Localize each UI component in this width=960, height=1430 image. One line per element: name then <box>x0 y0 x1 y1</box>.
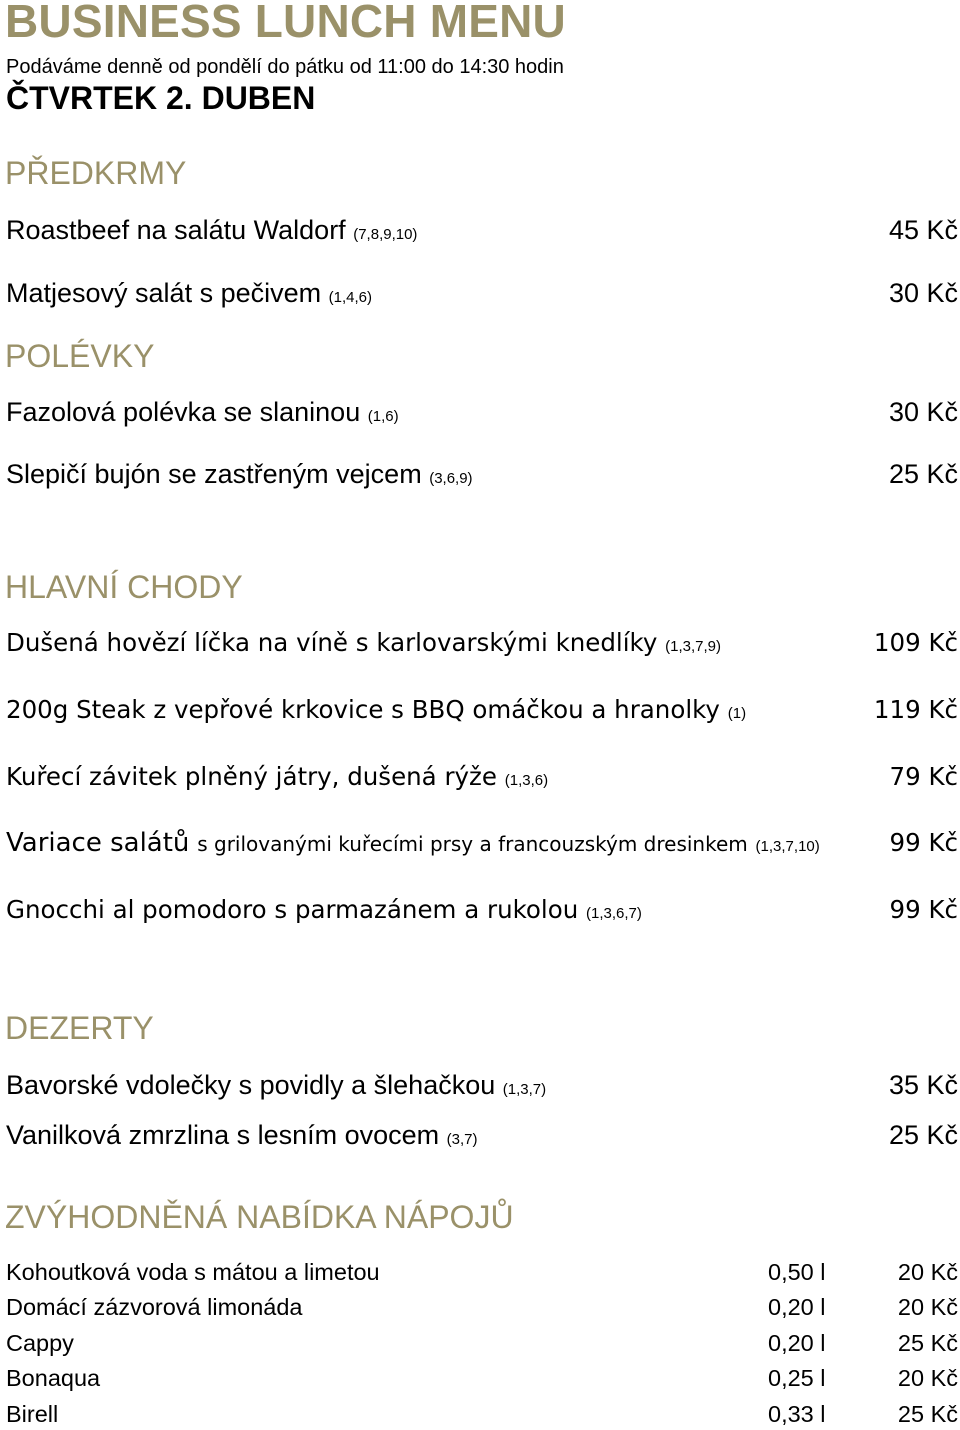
item-price: 119 Kč <box>873 695 958 724</box>
drink-name: Bonaqua <box>6 1365 101 1391</box>
item-name: 200g Steak z vepřové krkovice s BBQ omáčkou a hranolky <box>6 695 720 724</box>
menu-item-main <box>6 762 548 791</box>
item-name: Roastbeef na salátu Waldorf <box>6 215 346 245</box>
drink-price: 20 Kč <box>897 1365 958 1391</box>
item-name: Bavorské vdolečky s povidly a šlehačkou <box>6 1070 496 1100</box>
menu-item-starter <box>6 278 372 309</box>
item-price: 45 Kč <box>888 215 958 245</box>
item-price: 30 Kč <box>888 397 958 427</box>
menu-item-main <box>6 895 642 924</box>
section-heading-drinks: ZVÝHODNĚNÁ NABÍDKA NÁPOJŮ <box>5 1199 514 1235</box>
menu-item-main <box>6 628 721 657</box>
item-allergens: (1,3,7) <box>502 1081 547 1098</box>
item-name: Fazolová polévka se slaninou <box>6 397 361 427</box>
item-price: 25 Kč <box>888 1120 958 1150</box>
drink-volume: 0,25 l <box>768 1365 826 1391</box>
item-allergens: (1,3,7,9) <box>665 638 722 655</box>
menu-item-main <box>6 695 746 724</box>
drink-price: 20 Kč <box>897 1259 958 1285</box>
item-price: 30 Kč <box>888 278 958 308</box>
menu-title: BUSINESS LUNCH MENU <box>5 0 566 47</box>
menu-item-main <box>6 828 820 858</box>
item-allergens: (7,8,9,10) <box>353 226 418 243</box>
item-name: Matjesový salát s pečivem <box>6 278 322 308</box>
item-price: 79 Kč <box>889 762 958 791</box>
item-allergens: (3,6,9) <box>429 470 473 487</box>
drink-name: Cappy <box>6 1330 74 1356</box>
item-price: 99 Kč <box>889 828 958 857</box>
drink-volume: 0,20 l <box>768 1294 826 1320</box>
item-price: 25 Kč <box>888 459 958 489</box>
item-price: 109 Kč <box>873 628 958 657</box>
item-description: s grilovanými kuřecími prsy a francouzským dresinkem <box>197 832 748 856</box>
item-name: Dušená hovězí líčka na víně s karlovarskými knedlíky <box>6 628 658 657</box>
item-allergens: (1,3,7,10) <box>755 838 820 855</box>
item-price: 35 Kč <box>888 1070 958 1100</box>
section-heading-mains: HLAVNÍ CHODY <box>5 569 243 605</box>
drink-price: 20 Kč <box>897 1294 958 1320</box>
item-allergens: (3,7) <box>446 1131 478 1148</box>
menu-item-soup <box>6 397 399 428</box>
menu-item-soup <box>6 459 473 490</box>
drink-name: Domácí zázvorová limonáda <box>6 1294 303 1320</box>
drink-name: Birell <box>6 1401 59 1427</box>
drink-price: 25 Kč <box>897 1330 958 1356</box>
item-allergens: (1) <box>727 705 747 722</box>
item-price: 99 Kč <box>889 895 958 924</box>
menu-item-dessert <box>6 1070 546 1101</box>
drink-volume: 0,50 l <box>768 1259 826 1285</box>
section-heading-desserts: DEZERTY <box>5 1010 154 1046</box>
item-allergens: (1,4,6) <box>328 289 372 306</box>
drink-volume: 0,20 l <box>768 1330 826 1356</box>
menu-date: ČTVRTEK 2. DUBEN <box>6 80 316 116</box>
item-allergens: (1,3,6) <box>504 772 549 789</box>
drink-volume: 0,33 l <box>768 1401 826 1427</box>
drink-name: Kohoutková voda s mátou a limetou <box>6 1259 380 1285</box>
item-name: Vanilková zmrzlina s lesním ovocem <box>6 1120 440 1150</box>
item-name: Kuřecí závitek plněný játry, dušená rýže <box>6 762 497 791</box>
section-heading-starters: PŘEDKRMY <box>5 155 187 191</box>
menu-item-dessert <box>6 1120 478 1151</box>
item-name: Variace salátů <box>6 828 190 858</box>
drink-price: 25 Kč <box>897 1401 958 1427</box>
serving-hours: Podáváme denně od pondělí do pátku od 11:00 do 14:30 hodin <box>6 56 564 78</box>
item-name: Gnocchi al pomodoro s parmazánem a rukolou <box>6 895 579 924</box>
item-name: Slepičí bujón se zastřeným vejcem <box>6 459 422 489</box>
section-heading-soups: POLÉVKY <box>5 338 155 374</box>
item-allergens: (1,6) <box>367 408 399 425</box>
menu-item-starter <box>6 215 417 246</box>
item-allergens: (1,3,6,7) <box>586 905 642 922</box>
